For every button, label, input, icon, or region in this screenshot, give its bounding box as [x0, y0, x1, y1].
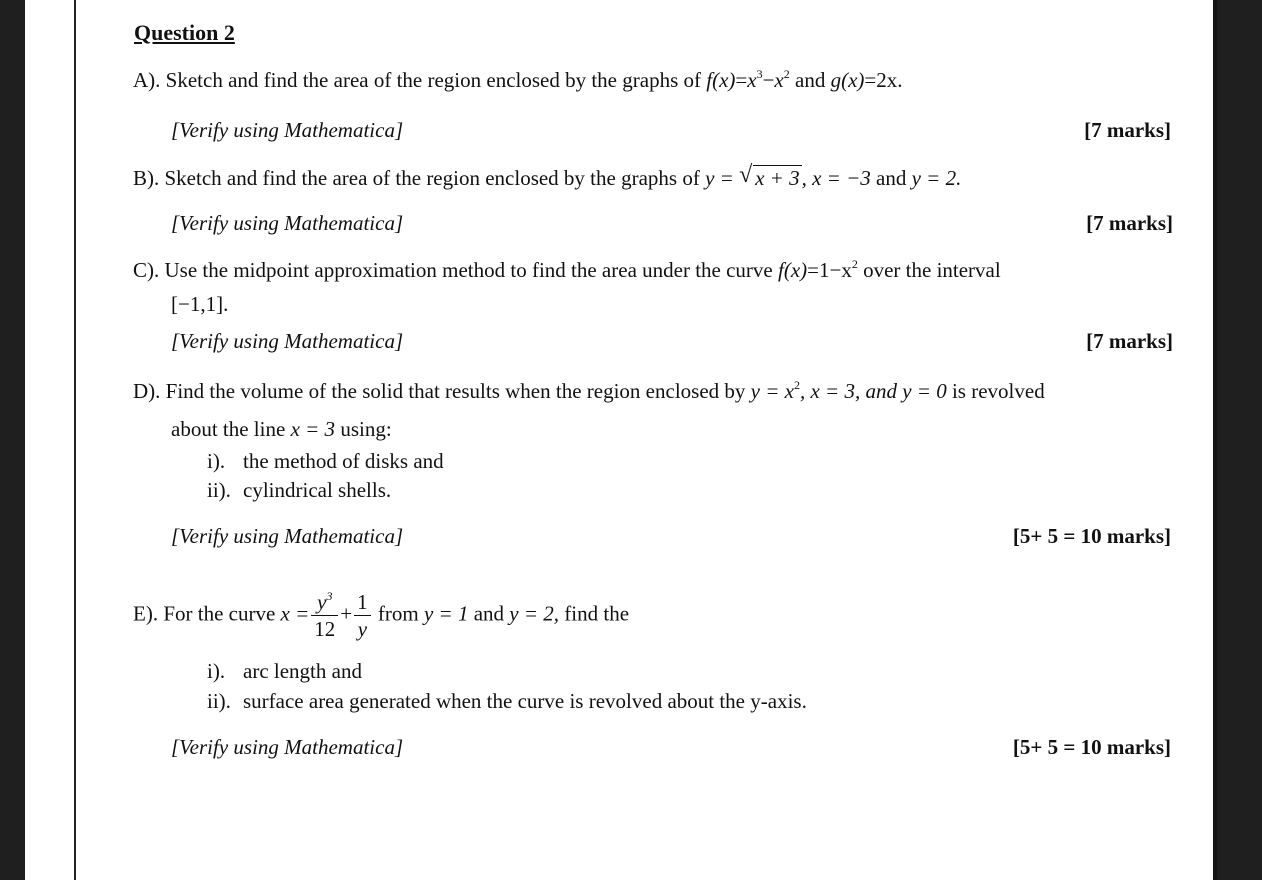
part-b-x-eq: , x = −3: [801, 166, 871, 190]
part-d-y0: y = 0: [902, 379, 947, 403]
part-e-verify: [Verify using Mathematica]: [171, 735, 404, 759]
part-b-y-eq: y =: [705, 166, 734, 190]
part-b-sqrt: √ x + 3: [739, 162, 800, 190]
left-border-line: [74, 0, 76, 880]
part-e-item-1-num: i).: [207, 659, 226, 683]
part-d-item-1-num: i).: [207, 449, 226, 473]
part-a-f-of-x: f(x): [706, 68, 736, 92]
part-e-fraction-1: [311, 589, 338, 642]
exponent-three: 3: [756, 67, 763, 81]
document-page: [25, 0, 1214, 880]
exponent-two: 2: [851, 257, 858, 271]
part-d-text2: is revolved: [951, 379, 1045, 403]
part-e-x-eq: x =: [280, 601, 310, 626]
part-d-line2: [171, 417, 392, 442]
part-e-item-2: [207, 689, 807, 714]
part-c-verify: [Verify using Mathematica]: [171, 329, 404, 353]
part-a-g-rhs: 2x.: [876, 68, 903, 92]
part-e-text2: find the: [564, 601, 630, 626]
part-e-marks: [5+ 5 = 10 marks]: [1012, 735, 1171, 759]
right-border-line: [1213, 0, 1217, 880]
part-c-label: C).: [133, 258, 160, 282]
part-b-and: and: [876, 166, 907, 190]
part-a-question: A). Sketch and find the area of the region enclosed by the graphs of $f(x)=x^3-x^2$ and g(x)=2x.: [133, 67, 903, 92]
part-e-label: E).: [133, 601, 159, 626]
part-a-text: Sketch and find the area of the region enclosed by the graphs of: [165, 68, 701, 92]
part-d-line2-using: using:: [340, 417, 392, 441]
exponent-two: 2: [783, 67, 790, 81]
part-e-y1: y = 1: [423, 601, 469, 626]
part-b-marks: [7 marks]: [1086, 211, 1173, 235]
part-d-verify: [Verify using Mathematica]: [171, 524, 404, 548]
part-b-y2: y = 2.: [911, 166, 962, 190]
part-e-from: from: [377, 601, 419, 626]
part-e-frac1-num: y: [317, 590, 327, 614]
part-d-rest: , x = 3, and: [799, 379, 897, 403]
part-d-item-2: [207, 478, 391, 503]
part-e-frac1-den: 12: [314, 617, 336, 641]
part-e-question: [133, 589, 629, 642]
part-e-text: For the curve: [163, 601, 276, 626]
part-d-y-eq: y = x: [750, 379, 794, 403]
part-a-x-term-2: x: [774, 68, 784, 92]
part-c-question: [133, 258, 1001, 283]
part-a-verify: [Verify using Mathematica]: [171, 118, 404, 142]
part-e-item-2-num: ii).: [207, 689, 231, 713]
part-c-text: Use the midpoint approximation method to find the area under the curve: [164, 258, 773, 282]
part-c-text2: over the interval: [863, 258, 1001, 282]
part-c-rhs: =1−x: [807, 258, 852, 282]
part-d-question: [133, 379, 1045, 404]
part-b-label: B).: [133, 166, 160, 190]
part-e-item-1: [207, 659, 362, 684]
part-e-item-2-text: surface area generated when the curve is revolved about the y-axis.: [243, 689, 807, 713]
part-e-frac2-num: 1: [354, 589, 371, 616]
part-d-item-1: [207, 449, 444, 474]
part-e-plus: +: [340, 601, 353, 626]
part-e-frac2-den: y: [357, 617, 368, 641]
part-b-question: [133, 162, 962, 191]
part-c-marks: [7 marks]: [1086, 329, 1173, 353]
part-e-fraction-2: [354, 589, 371, 642]
part-b-text: Sketch and find the area of the region enclosed by the graphs of: [164, 166, 700, 190]
part-a-and: and: [795, 68, 826, 92]
part-b-verify: [Verify using Mathematica]: [171, 211, 404, 235]
part-d-line2-eq: x = 3: [290, 417, 336, 441]
part-a-g-of-x: g(x): [830, 68, 865, 92]
part-a-marks: [7 marks]: [1084, 118, 1171, 142]
part-d-item-1-text: the method of disks and: [243, 449, 444, 473]
part-a-x-term-1: x: [747, 68, 757, 92]
part-e-y2: y = 2,: [509, 601, 560, 626]
part-d-item-2-text: cylindrical shells.: [243, 478, 392, 502]
part-c-f-of-x: f(x): [778, 258, 808, 282]
part-d-label: D).: [133, 379, 161, 403]
exponent-two: 2: [793, 378, 800, 392]
part-a-label: A).: [133, 68, 161, 92]
part-d-line2-text: about the line: [171, 417, 286, 441]
question-title: Question 2: [134, 20, 235, 45]
part-c-interval: [−1,1].: [171, 292, 229, 316]
part-d-marks: [5+ 5 = 10 marks]: [1012, 524, 1171, 548]
part-e-item-1-text: arc length and: [243, 659, 362, 683]
part-d-text: Find the volume of the solid that results when the region enclosed by: [165, 379, 746, 403]
part-d-item-2-num: ii).: [207, 478, 231, 502]
part-e-and: and: [473, 601, 505, 626]
part-b-radicand: x + 3: [755, 166, 800, 190]
exponent-three: 3: [326, 589, 333, 603]
